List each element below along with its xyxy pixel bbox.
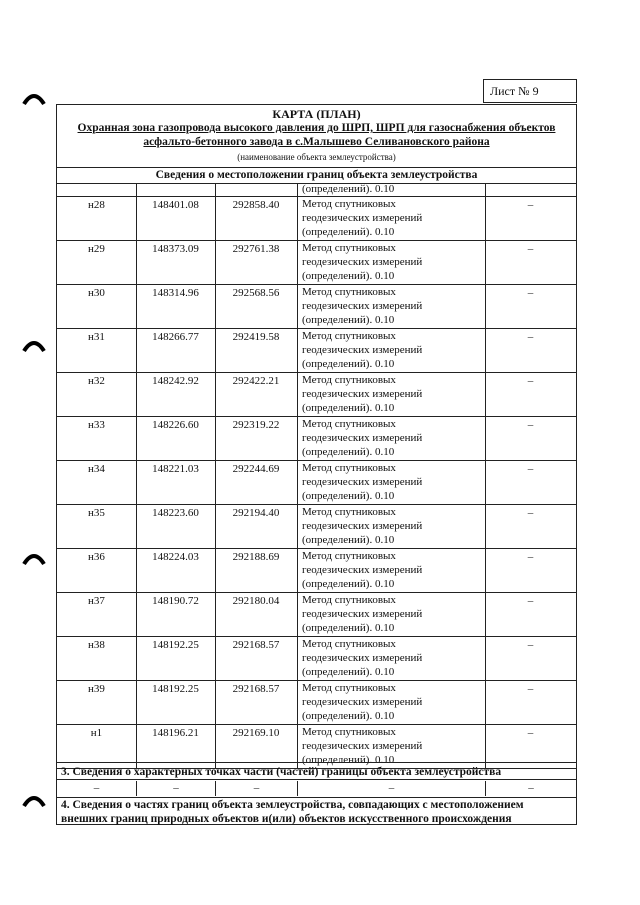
object-name-line2: асфальто-бетонного завода в с.Малышево Селивановского района — [143, 136, 490, 148]
method-line: геодезических измерений — [302, 212, 423, 224]
coordinates-table — [57, 183, 576, 768]
point-name: н33 — [88, 419, 105, 431]
method-description — [297, 240, 485, 284]
method-line: Метод спутниковых — [302, 242, 396, 254]
note-cell: – — [527, 639, 534, 651]
method-line: геодезических измерений — [302, 388, 423, 400]
section3-cell: – — [93, 782, 100, 794]
method-line: геодезических измерений — [302, 344, 423, 356]
point-name: н39 — [88, 683, 105, 695]
coord-x: 148221.03 — [152, 463, 199, 475]
method-line: Метод спутниковых — [302, 550, 396, 562]
method-line: геодезических измерений — [302, 300, 423, 312]
section3-cell: – — [136, 781, 215, 796]
method-line: геодезических измерений — [302, 432, 423, 444]
point-name: н30 — [88, 287, 105, 299]
method-line: (определений). 0.10 — [302, 754, 395, 766]
method-line: Метод спутниковых — [302, 374, 396, 386]
note-cell: – — [527, 375, 534, 387]
coord-x: 148242.92 — [152, 375, 199, 387]
method-line: геодезических измерений — [302, 652, 423, 664]
method-line: геодезических измерений — [302, 740, 423, 752]
section4-line1: 4. Сведения о частях границ объекта землеустройства, совпадающих с местоположением — [61, 799, 524, 811]
method-line: Метод спутниковых — [302, 198, 396, 210]
binding-mark-icon — [22, 552, 46, 566]
method-line: (определений). 0.10 — [302, 578, 395, 590]
coord-y: 292422.21 — [232, 375, 280, 387]
method-line: геодезических измерений — [302, 696, 423, 708]
coord-y: 292858.40 — [232, 199, 280, 211]
coord-y: 292168.57 — [232, 683, 280, 695]
coord-x: 148401.08 — [152, 199, 199, 211]
coord-x: 148373.09 — [152, 243, 199, 255]
map-header — [57, 105, 576, 166]
method-line: (определений). 0.10 — [302, 358, 395, 370]
point-name: н36 — [88, 551, 105, 563]
method-line: (определений). 0.10 — [302, 314, 395, 326]
coord-x: 148192.25 — [152, 639, 199, 651]
section4-line2: внешних границ природных объектов и(или) объектов искусственного происхождения — [61, 813, 512, 825]
coord-x: 148190.72 — [152, 595, 199, 607]
method-line: Метод спутниковых — [302, 462, 396, 474]
method-line: Метод спутниковых — [302, 638, 396, 650]
method-carryover: (определений). 0.10 — [302, 183, 395, 195]
object-name-line1: Охранная зона газопровода высокого давления до ШРП, ШРП для газоснабжения объектов — [77, 122, 556, 134]
section3-row — [57, 781, 576, 796]
coord-y: 292761.38 — [232, 243, 280, 255]
sheet-number: Лист № 9 — [483, 79, 577, 103]
method-description — [297, 372, 485, 416]
method-line: Метод спутниковых — [302, 506, 396, 518]
section3-title: 3. Сведения о характерных точках части (частей) границы объекта землеустройства — [57, 762, 576, 780]
object-name — [57, 121, 576, 149]
method-line: (определений). 0.10 — [302, 710, 395, 722]
coord-y: 292244.69 — [232, 463, 280, 475]
method-line: (определений). 0.10 — [302, 622, 395, 634]
method-description — [297, 680, 485, 724]
point-name: н34 — [88, 463, 105, 475]
binding-mark-icon — [22, 92, 46, 106]
method-description — [297, 196, 485, 240]
note-cell: – — [527, 331, 534, 343]
coord-x: 148224.03 — [152, 551, 199, 563]
method-line: геодезических измерений — [302, 520, 423, 532]
method-line: (определений). 0.10 — [302, 666, 395, 678]
coord-x: 148266.77 — [152, 331, 199, 343]
method-description — [297, 328, 485, 372]
section3-cell: – — [485, 781, 576, 796]
coord-x: 148223.60 — [152, 507, 199, 519]
method-line: геодезических измерений — [302, 256, 423, 268]
map-title: КАРТА (ПЛАН) — [272, 107, 361, 121]
method-line: (определений). 0.10 — [302, 270, 395, 282]
note-cell: – — [527, 463, 534, 475]
method-description — [297, 460, 485, 504]
method-line: геодезических измерений — [302, 476, 423, 488]
point-name: н29 — [88, 243, 105, 255]
coord-x: 148192.25 — [152, 683, 199, 695]
coord-x: 148314.96 — [152, 287, 199, 299]
coord-y: 292169.10 — [232, 727, 280, 739]
note-cell: – — [527, 507, 534, 519]
coord-y: 292568.56 — [232, 287, 280, 299]
note-cell: – — [527, 551, 534, 563]
coord-x: 148196.21 — [152, 727, 199, 739]
coord-y: 292419.58 — [232, 331, 280, 343]
method-description — [297, 416, 485, 460]
method-line: (определений). 0.10 — [302, 490, 395, 502]
method-line: (определений). 0.10 — [302, 402, 395, 414]
point-name: н1 — [90, 727, 103, 739]
point-name: н37 — [88, 595, 105, 607]
note-cell: – — [527, 419, 534, 431]
method-description — [297, 504, 485, 548]
coord-y: 292180.04 — [232, 595, 280, 607]
method-line: (определений). 0.10 — [302, 446, 395, 458]
coord-y: 292319.22 — [232, 419, 280, 431]
section-title: Сведения о местоположении границ объекта землеустройства — [57, 167, 576, 184]
method-description — [297, 592, 485, 636]
method-description — [297, 548, 485, 592]
note-cell: – — [527, 287, 534, 299]
method-line: Метод спутниковых — [302, 594, 396, 606]
coord-x: 148226.60 — [152, 419, 199, 431]
coord-y: 292168.57 — [232, 639, 280, 651]
document-frame — [56, 104, 577, 825]
coord-y: 292188.69 — [232, 551, 280, 563]
note-cell: – — [527, 243, 534, 255]
method-line: Метод спутниковых — [302, 330, 396, 342]
section3-cell: – — [215, 781, 297, 796]
point-name: н31 — [88, 331, 105, 343]
note-cell: – — [527, 683, 534, 695]
object-caption: (наименование объекта землеустройства) — [237, 152, 396, 162]
note-cell: – — [527, 727, 534, 739]
point-name: н28 — [88, 199, 105, 211]
coord-y: 292194.40 — [232, 507, 280, 519]
point-name: н38 — [88, 639, 105, 651]
method-line: Метод спутниковых — [302, 682, 396, 694]
method-description — [297, 284, 485, 328]
binding-mark-icon — [22, 794, 46, 808]
method-line: (определений). 0.10 — [302, 534, 395, 546]
method-line: Метод спутниковых — [302, 418, 396, 430]
note-cell: – — [527, 199, 534, 211]
method-line: Метод спутниковых — [302, 726, 396, 738]
note-cell: – — [527, 595, 534, 607]
section4-title — [57, 797, 576, 825]
method-line: (определений). 0.10 — [302, 226, 395, 238]
section3-cell: – — [297, 781, 485, 796]
point-name: н35 — [88, 507, 105, 519]
method-description — [297, 636, 485, 680]
method-line: геодезических измерений — [302, 608, 423, 620]
method-line: Метод спутниковых — [302, 286, 396, 298]
method-line: геодезических измерений — [302, 564, 423, 576]
point-name: н32 — [88, 375, 105, 387]
binding-mark-icon — [22, 339, 46, 353]
